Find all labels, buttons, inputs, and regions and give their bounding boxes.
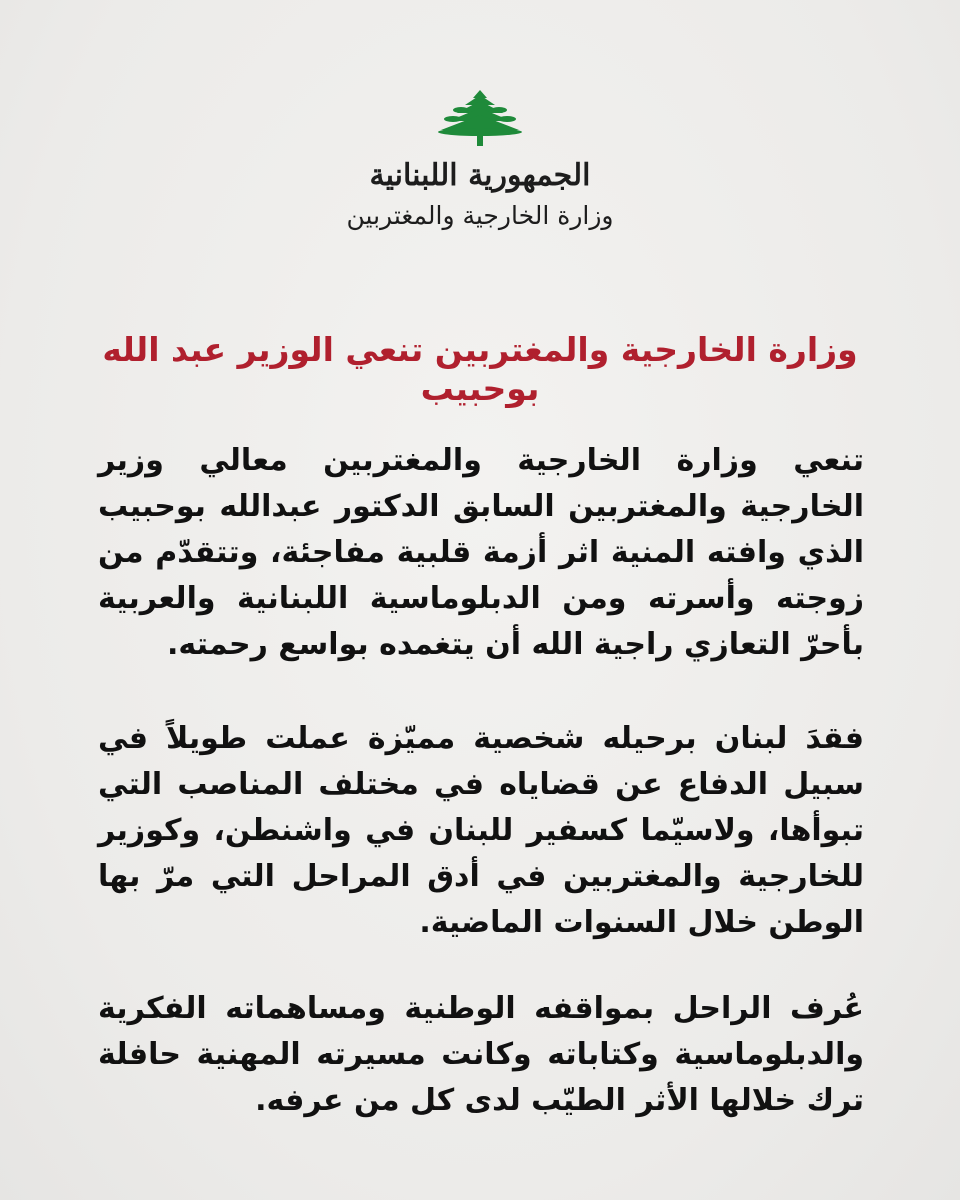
republic-name: الجمهورية اللبنانية [369, 158, 591, 193]
paragraph-career: فقدَ لبنان برحيله شخصية مميّزة عملت طويلاً في سبيل الدفاع عن قضاياه في مختلف المناصب التي تبوأها، ولاسيّما كسفير للبنان في واشنطن، وكوزير للخارجية والمغتربين في أدق المراحل التي مرّ بها الوطن خلال السنوات الماضية. [98, 721, 864, 940]
page-title: وزارة الخارجية والمغتربين تنعي الوزير عبد الله بوحبيب [102, 330, 858, 408]
paragraph-legacy: عُرف الراحل بمواقفه الوطنية ومساهماته الفكرية والدبلوماسية وكتاباته وكانت مسيرته المهنية حافلة ترك خلالها الأثر الطيّب لدى كل من عرفه. [98, 991, 864, 1118]
ministry-name: وزارة الخارجية والمغتربين [346, 201, 614, 230]
paragraph-condolence: تنعي وزارة الخارجية والمغتربين معالي وزير الخارجية والمغتربين السابق الدكتور عبدالله بوحبيب الذي وافته المنية اثر أزمة قلبية مفاجئة، وتتقدّم من زوجته وأسرته ومن الدبلوماسية اللبنانية والعربية بأحرّ التعازي راجية الله أن يتغمده بواسع رحمته. [98, 443, 864, 662]
cedar-emblem [0, 88, 960, 150]
cedar-tree-icon [435, 88, 525, 150]
